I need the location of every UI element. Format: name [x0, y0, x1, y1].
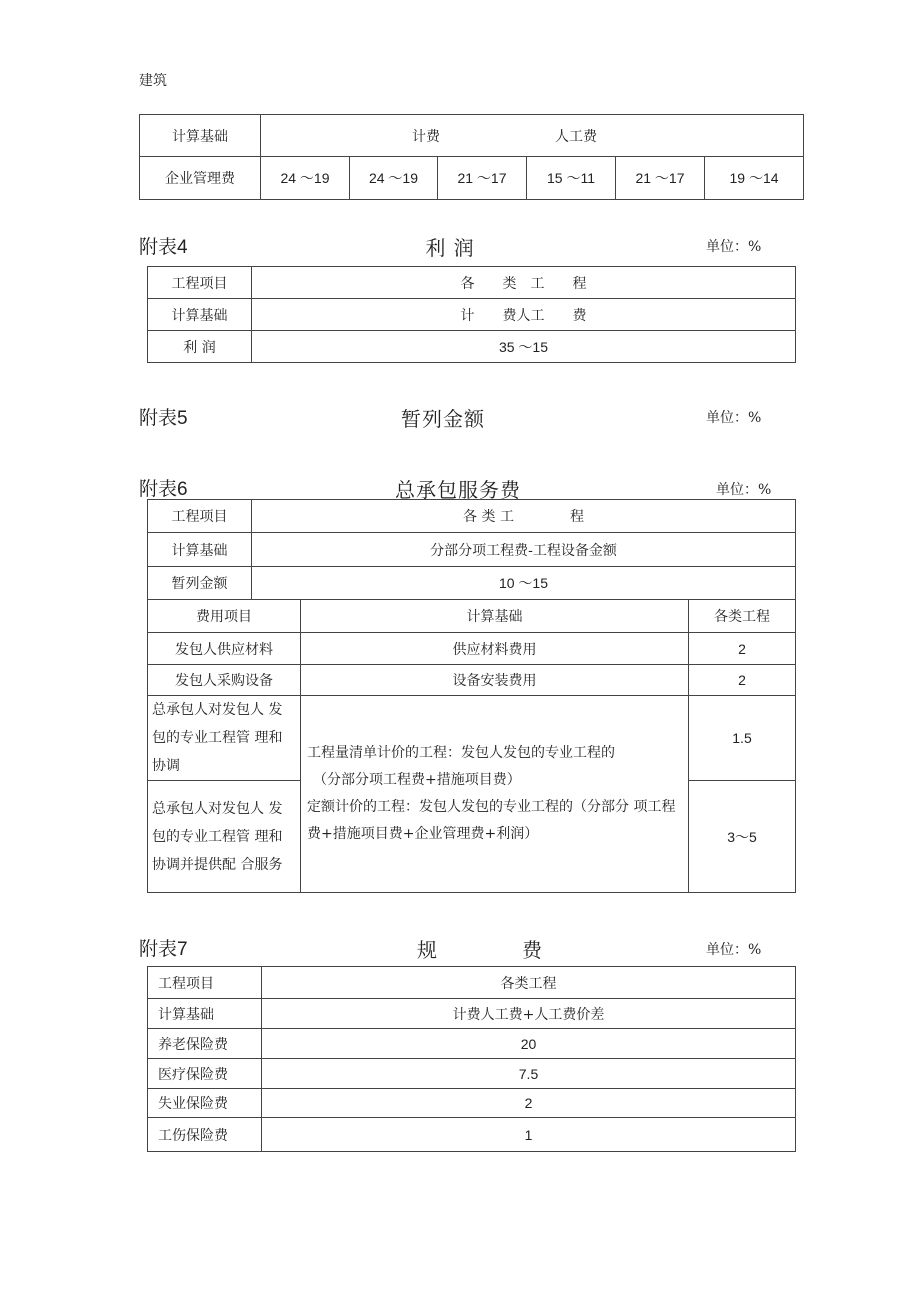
fee-item-value: 2 [689, 633, 796, 665]
row-value: 1 [262, 1118, 796, 1152]
row-value: 各 类 工 程 [252, 500, 796, 533]
row-label: 工伤保险费 [148, 1118, 262, 1152]
fee-item-name: 总承包人对发包人 发包的专业工程管 理和协调并提供配 合服务 [148, 781, 301, 893]
table6-unit: 单位：% [716, 482, 772, 498]
row-label: 计算基础 [148, 999, 262, 1029]
row-label-calc-basis: 计算基础 [140, 115, 261, 157]
fee-item-name: 发包人采购设备 [148, 665, 301, 696]
row-label: 利 润 [148, 331, 252, 363]
statutory-fee-table [147, 966, 796, 1152]
row-value: 分部分项工程费-工程设备金额 [252, 533, 796, 567]
management-fee-value: 24 ～19 [350, 157, 438, 200]
column-header-all-projects: 各类工程 [689, 600, 796, 633]
column-header-fee-item: 费用项目 [148, 600, 301, 633]
table6-label: 附表6 [139, 479, 188, 500]
basis-line: （分部分项工程费+措施项目费） [313, 772, 521, 788]
row-value: 10 ～15 [252, 567, 796, 600]
row-value: 各类工程 [262, 967, 796, 999]
table7-label: 附表7 [139, 939, 188, 960]
table7-unit: 单位：% [706, 942, 762, 958]
table5-title: 暂列金额 [401, 407, 485, 431]
row-label: 工程项目 [148, 267, 252, 299]
table7-title: 规 费 [417, 938, 543, 962]
row-value: 20 [262, 1029, 796, 1059]
fee-item-basis: 设备安装费用 [301, 665, 689, 696]
table4-label: 附表4 [139, 237, 188, 258]
column-header-calc-basis: 计算基础 [301, 600, 689, 633]
table4-title: 利 润 [425, 236, 475, 260]
row-label: 工程项目 [148, 967, 262, 999]
table4-unit: 单位：% [706, 239, 762, 255]
profit-table [147, 266, 796, 363]
row-value: 7.5 [262, 1059, 796, 1089]
fee-item-basis: 供应材料费用 [301, 633, 689, 665]
merged-calc-basis [301, 696, 689, 893]
table5-unit: 单位：% [706, 410, 762, 426]
calc-basis-value [261, 115, 804, 157]
row-label: 失业保险费 [148, 1089, 262, 1118]
management-fee-value: 24 ～19 [261, 157, 350, 200]
row-label-management-fee: 企业管理费 [140, 157, 261, 200]
row-label: 计算基础 [148, 533, 252, 567]
fee-item-value: 1.5 [689, 696, 796, 781]
management-fee-table [139, 114, 804, 200]
row-value: 各 类 工 程 [252, 267, 796, 299]
table5-label: 附表5 [139, 408, 188, 429]
general-contract-service-table [147, 499, 796, 600]
management-fee-value: 15 ～11 [527, 157, 616, 200]
calc-basis-value-b: 人工费 [555, 128, 598, 145]
row-label: 工程项目 [148, 500, 252, 533]
section-label-building: 建筑 [139, 73, 167, 89]
row-value: 计费人工费+人工费价差 [262, 999, 796, 1029]
management-fee-value: 19 ～14 [705, 157, 804, 200]
row-label: 计算基础 [148, 299, 252, 331]
management-fee-value: 21 ～17 [438, 157, 527, 200]
fee-item-name: 总承包人对发包人 发包的专业工程管 理和协调 [148, 696, 301, 781]
row-label: 医疗保险费 [148, 1059, 262, 1089]
row-label: 养老保险费 [148, 1029, 262, 1059]
row-label: 暂列金额 [148, 567, 252, 600]
row-value: 计 费人工 费 [252, 299, 796, 331]
basis-line: 定额计价的工程：发包人发包的专业工程的（分部分 项工程费+措施项目费+企业管理费+利润） [307, 799, 676, 842]
fee-item-name: 发包人供应材料 [148, 633, 301, 665]
service-fee-items-table [147, 599, 796, 893]
table6-title: 总承包服务费 [395, 478, 521, 502]
row-value: 35 ～15 [252, 331, 796, 363]
row-value: 2 [262, 1089, 796, 1118]
fee-item-value: 2 [689, 665, 796, 696]
fee-item-value: 3～5 [689, 781, 796, 893]
basis-line: 工程量清单计价的工程：发包人发包的专业工程的 [307, 745, 615, 761]
calc-basis-value-a: 计费 [412, 128, 441, 145]
management-fee-value: 21 ～17 [616, 157, 705, 200]
